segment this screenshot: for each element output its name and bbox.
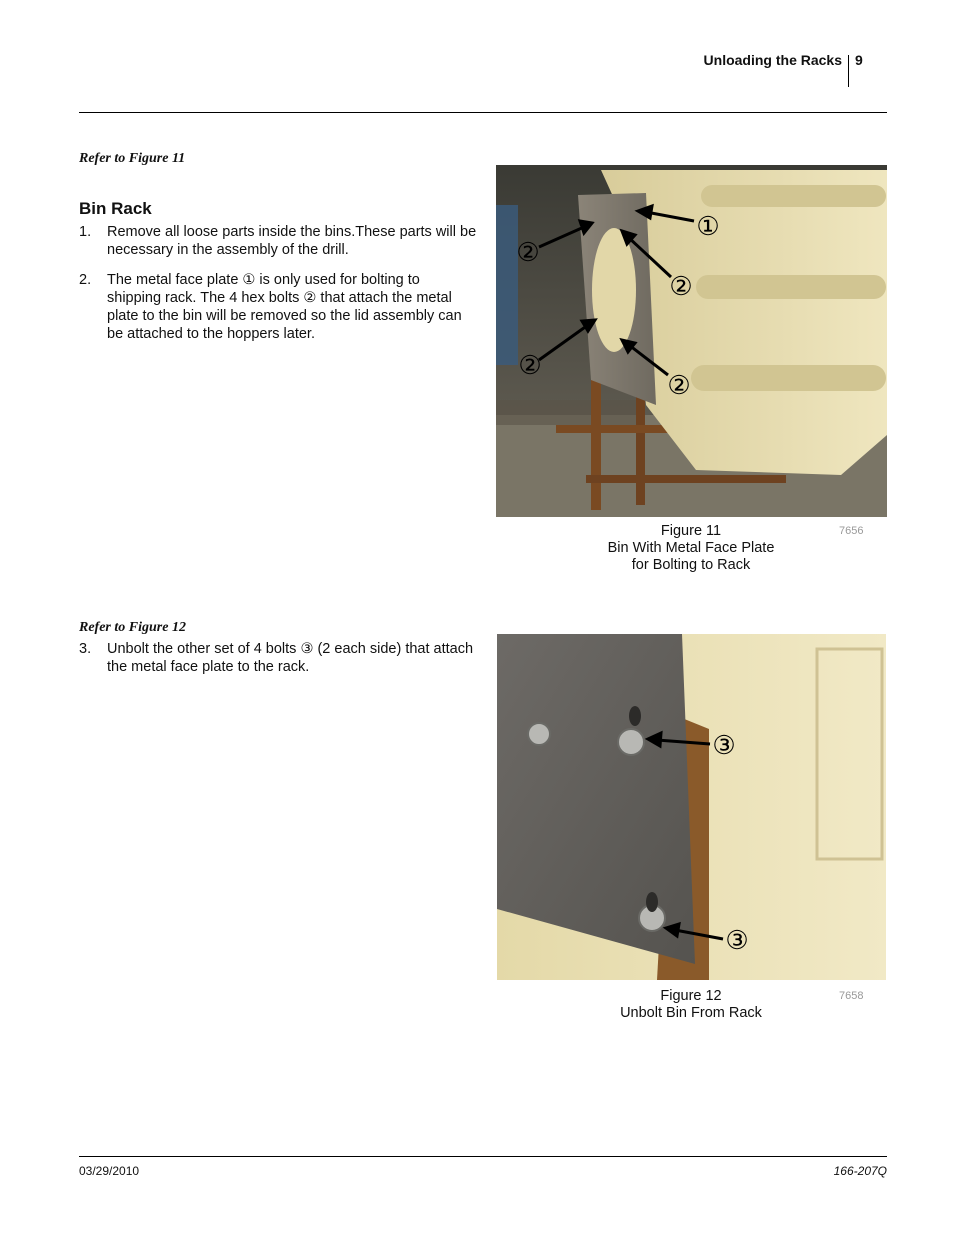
step-text: Remove all loose parts inside the bins.These parts will be necessary in the assembly of the drill. [107, 224, 477, 258]
caption-line: Bin With Metal Face Plate [607, 540, 775, 556]
section-heading: Bin Rack [79, 199, 152, 218]
figure-11-caption [496, 523, 886, 574]
page-number: 9 [855, 52, 863, 68]
header-divider [848, 55, 849, 87]
callout-label: ③ [712, 730, 736, 760]
step-number: 1. [79, 224, 92, 240]
step-3 [79, 640, 474, 680]
step-2 [79, 271, 474, 346]
callout-label: ② [518, 350, 542, 380]
step-number: 3. [79, 641, 92, 657]
caption-line: for Bolting to Rack [631, 557, 751, 573]
callout-label: ③ [725, 925, 749, 955]
figure-12-photo-id: 7658 [839, 990, 864, 1002]
figure-11-photo [496, 165, 887, 517]
figure-12-photo [497, 634, 886, 980]
footer-rule [79, 1156, 887, 1157]
footer-date: 03/29/2010 [79, 1164, 140, 1178]
figure-reference-11: Refer to Figure 11 [79, 151, 186, 166]
step-text: The metal face plate ① is only used for bolting to shipping rack. The 4 hex bolts ② that attach the metal plate to the bin will be removed so the lid assembly can be attached to the hoppers later. [107, 272, 462, 342]
callout-label: ② [516, 237, 540, 267]
callout-label: ② [667, 370, 691, 400]
step-1 [79, 223, 477, 263]
step-text: Unbolt the other set of 4 bolts ③ (2 each side) that attach the metal face plate to the rack. [107, 641, 474, 675]
caption-line: Figure 12 [660, 988, 722, 1004]
step-number: 2. [79, 272, 92, 288]
figure-11-photo-id: 7656 [839, 525, 864, 537]
footer-doc-number: 166-207Q [833, 1164, 887, 1178]
running-header-title: Unloading the Racks [703, 52, 842, 68]
figure-reference-12: Refer to Figure 12 [79, 620, 186, 635]
callout-label: ① [696, 211, 720, 241]
caption-line: Figure 11 [660, 523, 722, 539]
caption-line: Unbolt Bin From Rack [620, 1005, 762, 1021]
figure-12-caption [496, 988, 886, 1022]
callout-label: ② [669, 271, 693, 301]
header-rule [79, 112, 887, 113]
